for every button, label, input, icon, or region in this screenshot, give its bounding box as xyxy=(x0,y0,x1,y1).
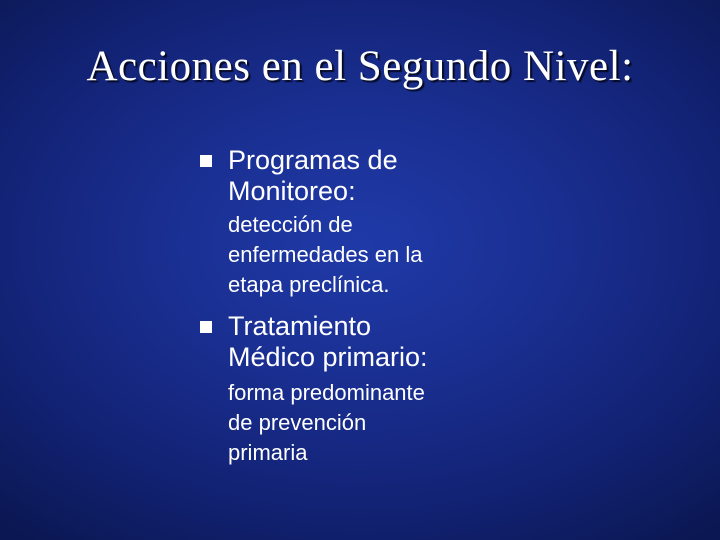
bullet-square-icon xyxy=(200,155,212,167)
heading-line: Tratamiento xyxy=(228,311,372,341)
detail-line: forma predominante xyxy=(228,380,425,405)
detail-line: enfermedades en la xyxy=(228,242,423,267)
bullet-square-icon xyxy=(200,321,212,333)
item-heading-treatment xyxy=(228,311,528,373)
slide-title: Acciones en el Segundo Nivel: xyxy=(86,43,634,90)
detail-line: detección de xyxy=(228,212,353,237)
heading-line: Programas de xyxy=(228,145,398,175)
item-detail-monitoring xyxy=(228,210,528,300)
item-heading-monitoring xyxy=(228,145,528,207)
heading-line: Monitoreo: xyxy=(228,176,356,206)
detail-line: de prevención xyxy=(228,410,367,435)
item-detail-treatment xyxy=(228,378,528,468)
detail-line: primaria xyxy=(228,440,308,465)
heading-line: Médico primario: xyxy=(228,342,428,372)
detail-line: etapa preclínica. xyxy=(228,272,390,297)
